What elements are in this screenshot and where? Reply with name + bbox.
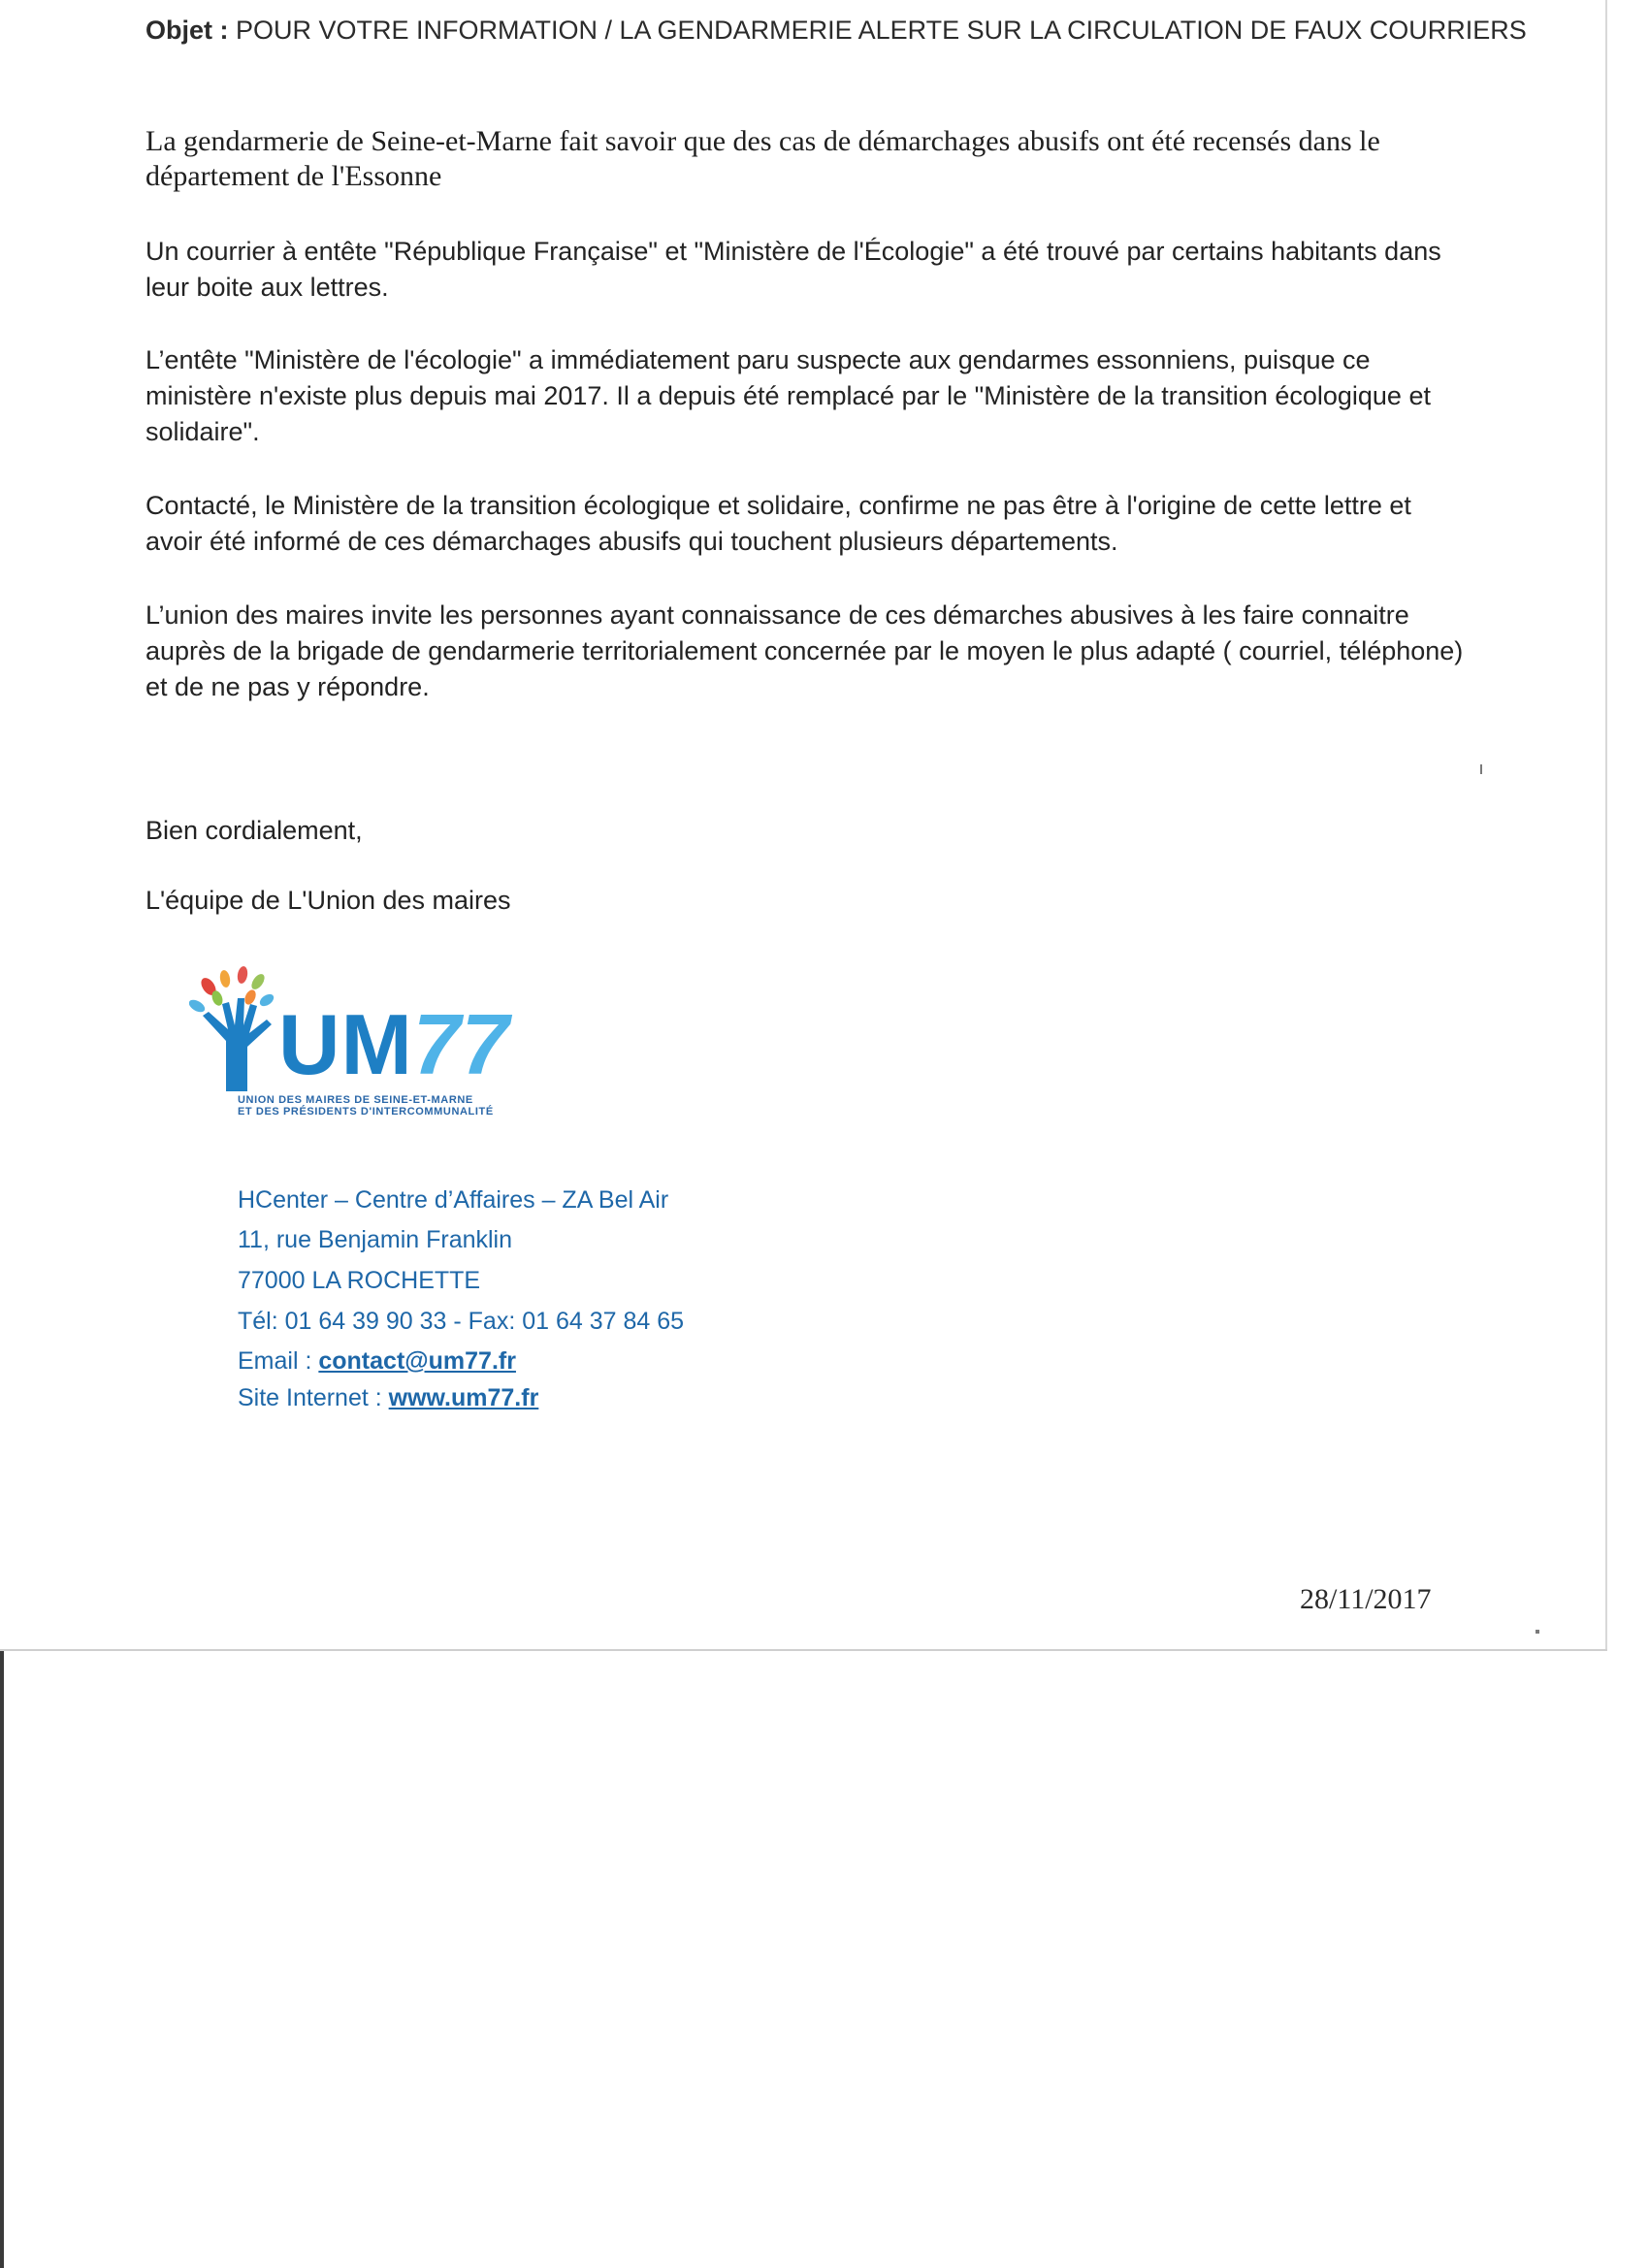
website-line: [238, 1383, 917, 1412]
address-line: 77000 LA ROCHETTE: [238, 1267, 481, 1294]
subject-line: [146, 16, 1527, 46]
lead-paragraph: La gendarmerie de Seine-et-Marne fait savoir que des cas de démarchages abusifs ont été recensés dans le département de l'Essonne: [146, 125, 1380, 192]
scan-speck: [1480, 764, 1482, 774]
paragraph: Un courrier à entête "République Française" et "Ministère de l'Écologie" a été trouvé par certains habitants dans leur boite aux lettres.: [146, 237, 1441, 302]
paragraph: L’union des maires invite les personnes ayant connaissance de ces démarches abusives à les faire connaitre auprès de la brigade de gendarmerie territorialement concernée par le moyen le plus adapté ( courriel, téléphone) et de ne pas y répondre.: [146, 600, 1464, 701]
address-line: 11, rue Benjamin Franklin: [238, 1226, 513, 1253]
page-edge: [0, 1649, 1607, 1651]
phone-fax-line: Tél: 01 64 39 90 33 - Fax: 01 64 37 84 65: [238, 1308, 685, 1335]
subject-label: Objet :: [146, 16, 229, 45]
paragraph: L’entête "Ministère de l'écologie" a immédiatement paru suspecte aux gendarmes essonniens, puisque ce ministère n'existe plus depuis mai 2017. Il a depuis été remplacé par le "Ministère de la transition écologique et solidaire".: [146, 345, 1431, 446]
logo-wordmark: [278, 996, 510, 1092]
paragraph: Contacté, le Ministère de la transition écologique et solidaire, confirme ne pas être à l'origine de cette lettre et avoir été informé de ces démarchages abusifs qui touchent plusieurs départements.: [146, 491, 1411, 556]
logo-subtitle-line: ET DES PRÉSIDENTS D'INTERCOMMUNALITÉ: [238, 1106, 494, 1118]
scan-shadow: [0, 1651, 4, 2268]
email-label: Email :: [238, 1347, 319, 1375]
email-line: [238, 1346, 917, 1376]
logo-77: 77: [412, 996, 510, 1092]
closing-line: Bien cordialement,: [146, 816, 363, 845]
subject-text: POUR VOTRE INFORMATION / LA GENDARMERIE ALERTE SUR LA CIRCULATION DE FAUX COURRIERS: [236, 16, 1527, 45]
logo-subtitle: [238, 1094, 494, 1118]
um77-logo: [189, 965, 597, 1135]
signature-line: L'équipe de L'Union des maires: [146, 886, 511, 915]
page-edge: [1605, 0, 1607, 1649]
email-link[interactable]: contact@um77.fr: [318, 1347, 516, 1375]
scan-speck: [1536, 1630, 1539, 1634]
letter-date: 28/11/2017: [1300, 1583, 1432, 1615]
logo-subtitle-line: UNION DES MAIRES DE SEINE-ET-MARNE: [238, 1094, 473, 1106]
logo-um: UM: [278, 996, 413, 1092]
website-link[interactable]: www.um77.fr: [388, 1384, 539, 1411]
address-line: HCenter – Centre d’Affaires – ZA Bel Air: [238, 1186, 669, 1214]
website-label: Site Internet :: [238, 1384, 389, 1411]
